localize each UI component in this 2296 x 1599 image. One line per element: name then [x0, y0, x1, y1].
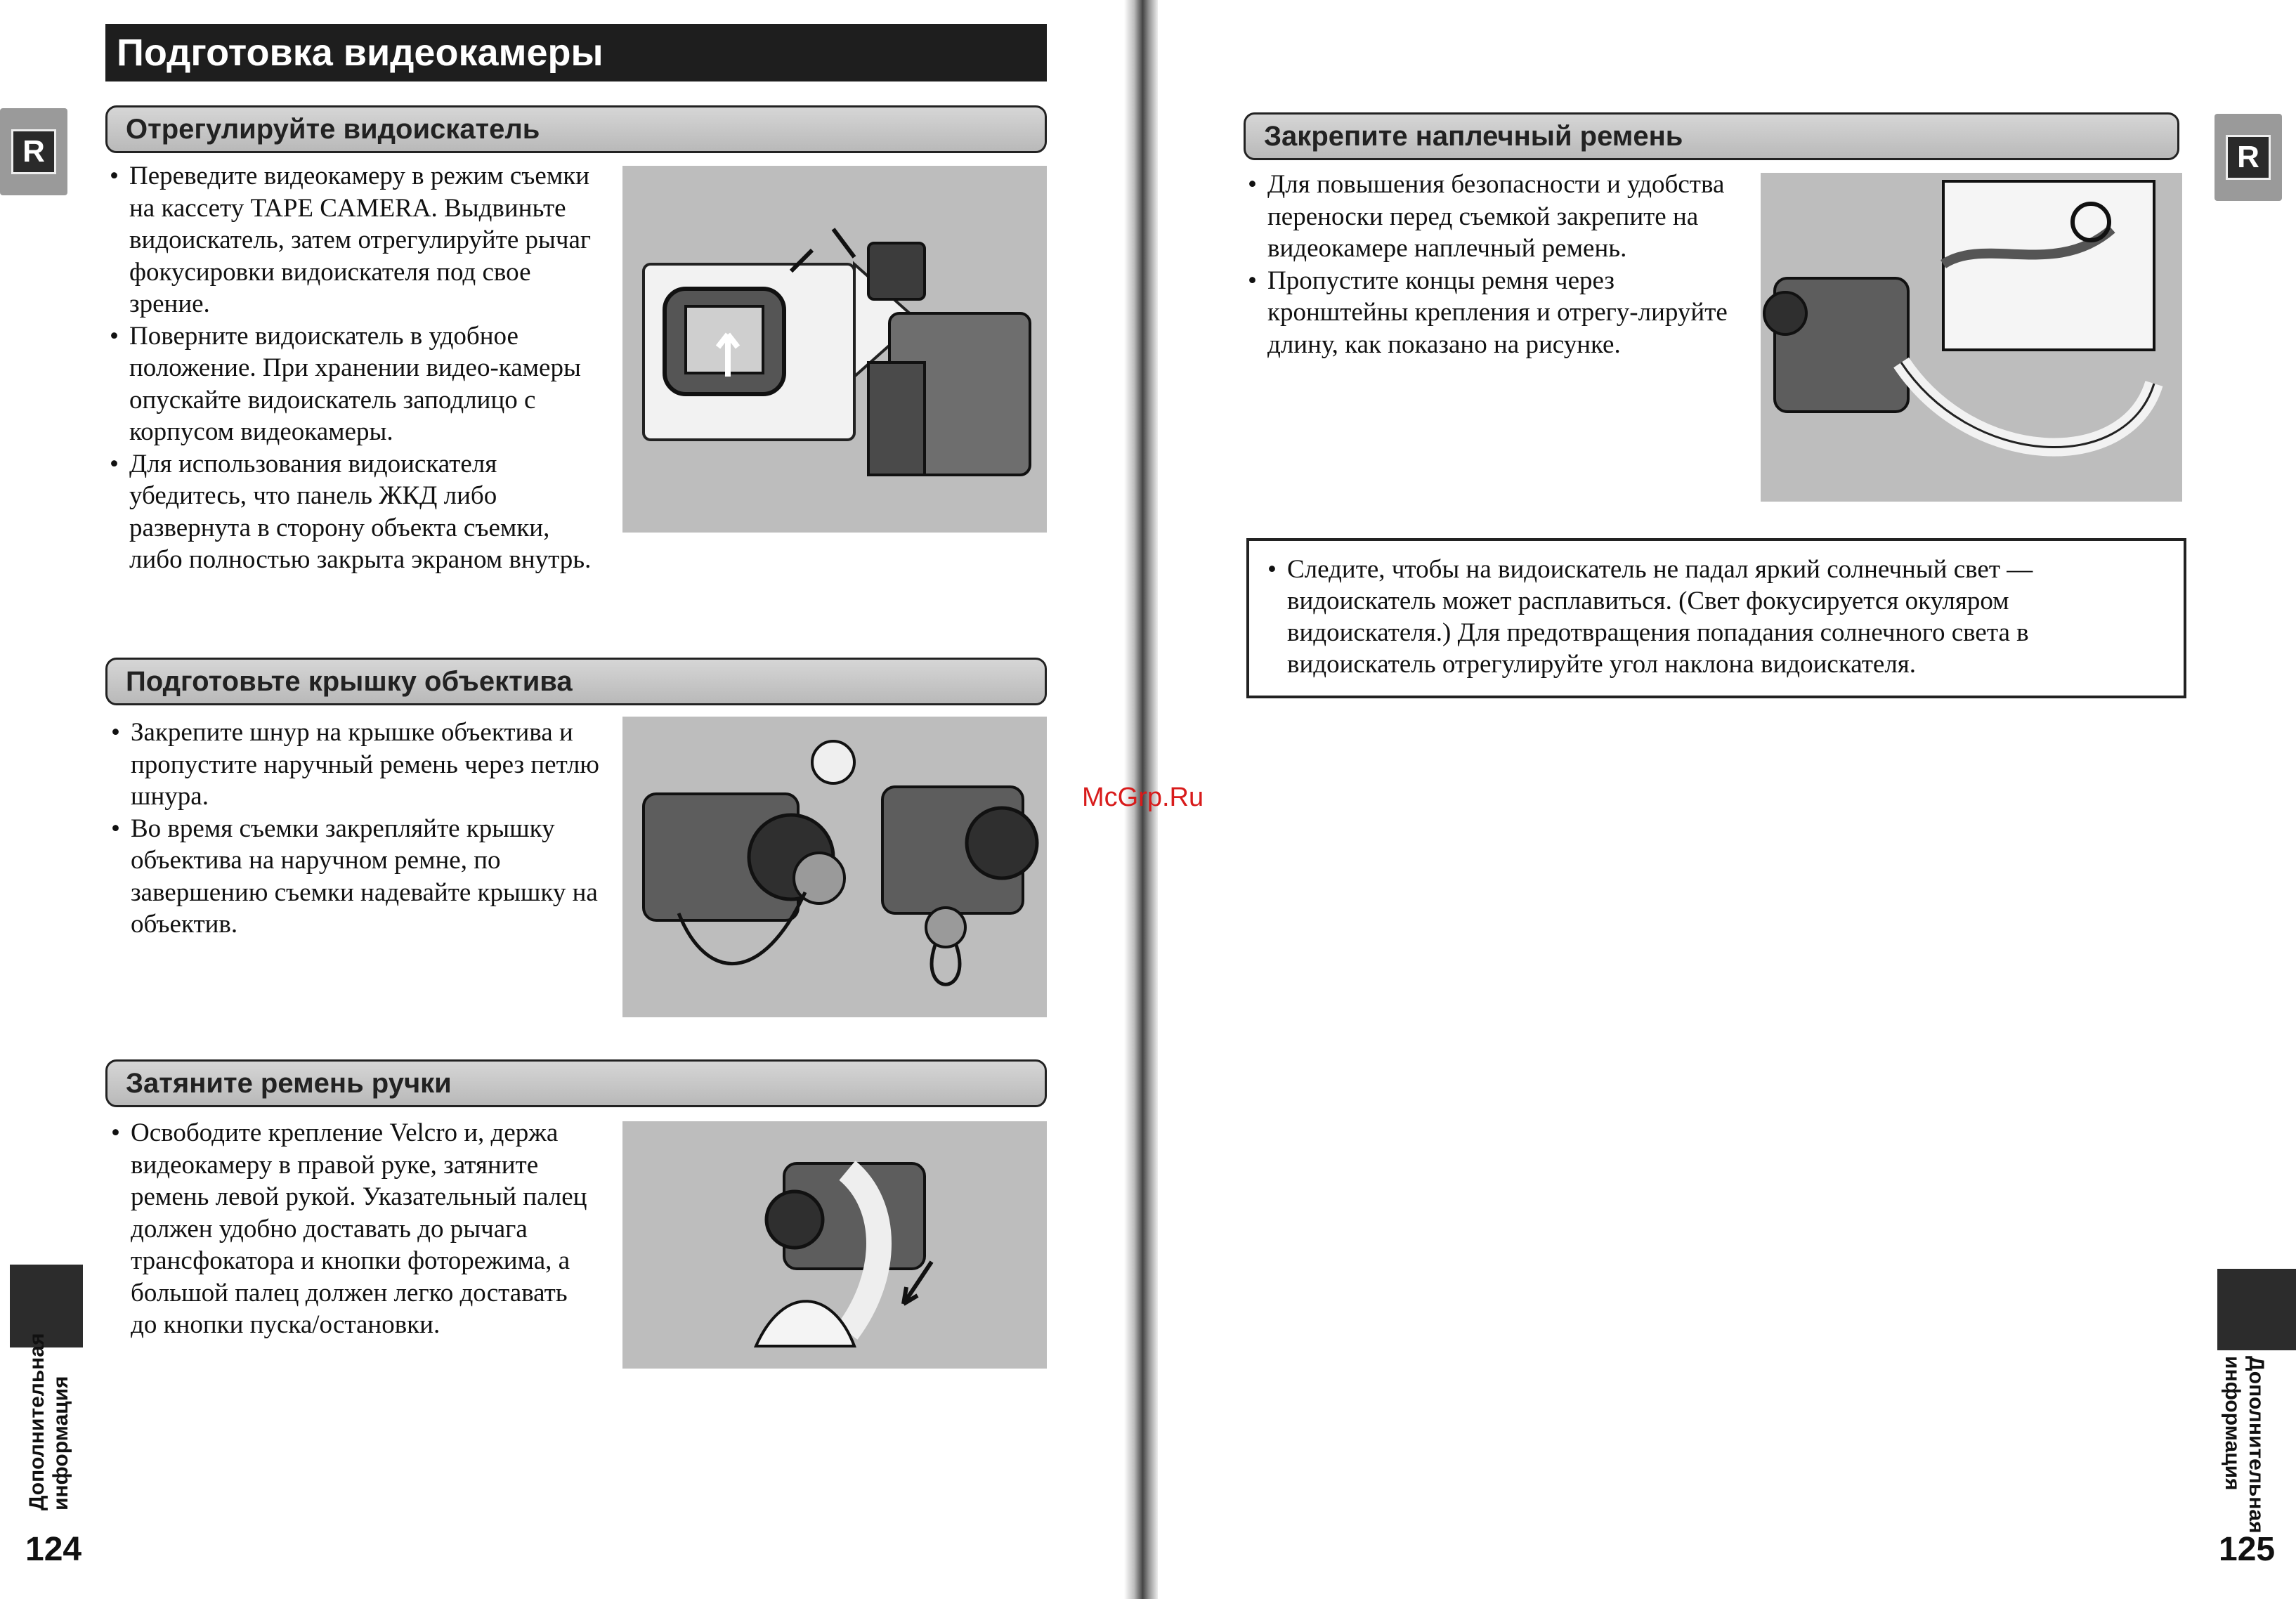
grip-belt-illustration [622, 1121, 1047, 1369]
section-body-viewfinder [107, 160, 599, 576]
caution-note-box [1246, 538, 2186, 698]
viewfinder-illustration-svg [622, 166, 1047, 533]
lens-cap-illustration [622, 717, 1047, 1017]
right-chapter-tab [2215, 114, 2282, 201]
page-title [105, 24, 1047, 81]
left-page-number: 124 [25, 1531, 82, 1568]
bullet-item: • Переведите видеокамеру в режим съемки на кассету TAPE CAMERA. Выдвиньте видоискатель, затем отрегулируйте рычаг фокусировки видоискателя под свое зрение. [107, 160, 599, 320]
shoulder-strap-illustration [1761, 173, 2182, 502]
left-chapter-tab [0, 108, 67, 195]
shoulder-strap-illustration-svg [1761, 173, 2182, 502]
section-heading-text: Закрепите наплечный ремень [1264, 120, 1683, 152]
section-heading-text: Затяните ремень ручки [126, 1067, 452, 1099]
section-body-shoulder-strap [1245, 169, 1730, 360]
section-heading-viewfinder [105, 105, 1047, 153]
left-side-label [25, 1333, 73, 1510]
section-heading-text: Подготовьте крышку объектива [126, 665, 573, 697]
bullet-item: • Во время съемки закрепляйте крышку объектива на наручном ремне, по завершению съемки надевайте крышку на объектив. [108, 813, 600, 941]
chapter-letter-badge: R [11, 129, 56, 174]
section-body-grip-belt [108, 1117, 600, 1341]
right-side-dark-tab [2217, 1269, 2296, 1350]
bullet-item: • Для повышения безопасности и удобства переноски перед съемкой закрепите на видеокамере наплечный ремень. [1245, 169, 1730, 265]
note-text: • Следите, чтобы на видоискатель не падал яркий солнечный свет — видоискатель может расплавиться. (Свет фокусируется окуляром видоискателя.) Для предотвращения попадания солнечного света в видоискатель отрегулируйте угол наклона видоискателя. [1265, 554, 2168, 680]
bullet-item: • Пропустите концы ремня через кронштейны крепления и отрегу-лируйте длину, как показано на рисунке. [1245, 265, 1730, 361]
watermark: McGrp.Ru [1082, 783, 1204, 812]
bullet-item: • Поверните видоискатель в удобное положение. При хранении видео-камеры опускайте видоискатель заподлицо с корпусом видеокамеры. [107, 320, 599, 448]
side-label-text: Дополнительная информация [25, 1333, 72, 1510]
section-heading-shoulder-strap [1244, 112, 2179, 160]
chapter-letter-badge: R [2226, 135, 2271, 180]
bullet-item: • Для использования видоискателя убедитесь, что панель ЖКД либо развернута в сторону объекта съемки, либо полностью закрыта экраном внутрь. [107, 448, 599, 576]
right-side-label [2220, 1356, 2268, 1534]
section-body-lens-cap [108, 717, 600, 941]
grip-belt-illustration-svg [622, 1121, 1047, 1369]
section-heading-text: Отрегулируйте видоискатель [126, 113, 540, 145]
right-page-number: 125 [2219, 1531, 2276, 1568]
section-heading-grip-belt [105, 1059, 1047, 1107]
side-label-text: Дополнительная информация [2221, 1356, 2268, 1534]
page-title-text: Подготовка видеокамеры [117, 32, 604, 74]
lens-cap-illustration-svg [622, 717, 1047, 1017]
bullet-item: • Освободите крепление Velcro и, держа видеокамеру в правой руке, затяните ремень левой рукой. Указательный палец должен удобно доставать до рычага трансфокатора и кнопки фоторежима, а большой палец должен легко доставать до кнопки пуска/остановки. [108, 1117, 600, 1341]
section-heading-lens-cap [105, 658, 1047, 705]
viewfinder-illustration [622, 166, 1047, 533]
bullet-item: • Закрепите шнур на крышке объектива и пропустите наручный ремень через петлю шнура. [108, 717, 600, 813]
